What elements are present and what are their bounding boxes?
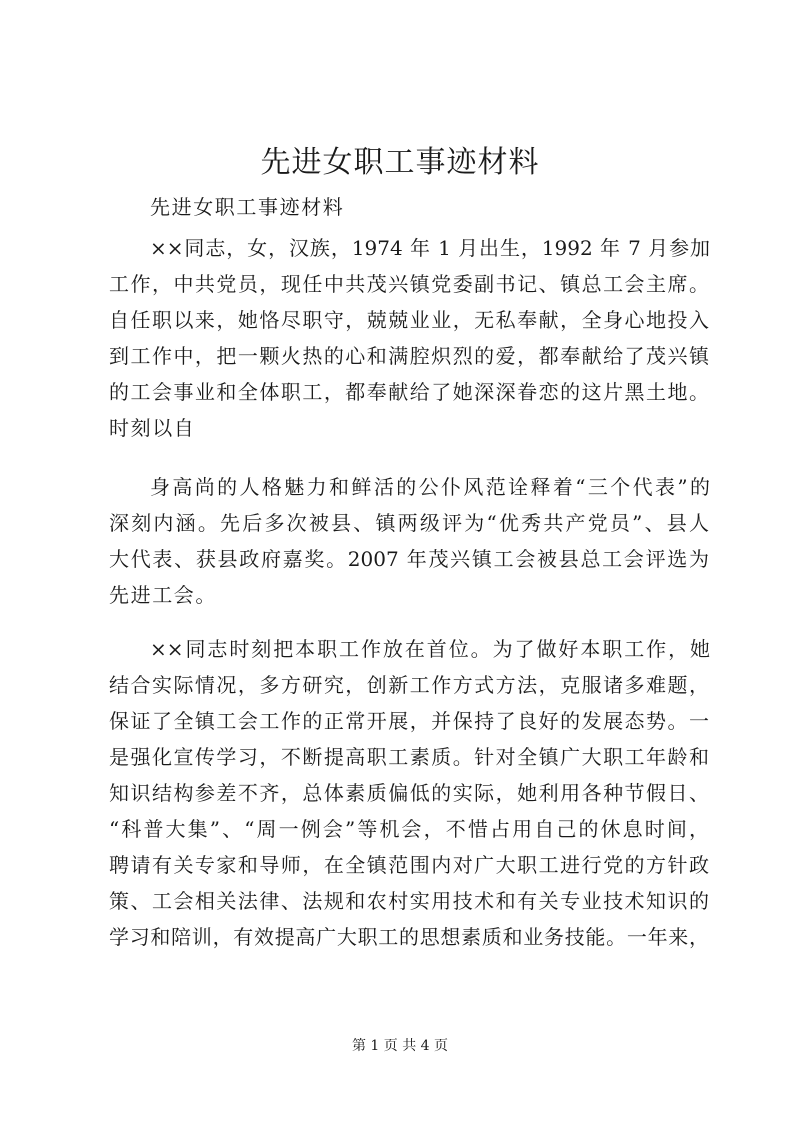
body-line: 结合实际情况，多方研究，创新工作方式方法，克服诸多难题， bbox=[109, 673, 709, 697]
body-line: ××同志，女，汉族，1974 年 1 月出生，1992 年 7 月参加 bbox=[150, 236, 710, 260]
subtitle-line: 先进女职工事迹材料 bbox=[150, 195, 345, 219]
body-line: 保证了全镇工会工作的正常开展，并保持了良好的发展态势。一 bbox=[109, 709, 709, 733]
body-line: 学习和陪训，有效提高广大职工的思想素质和业务技能。一年来， bbox=[109, 925, 709, 949]
page-number-footer: 第 1 页 共 4 页 bbox=[351, 1038, 449, 1054]
body-line: 是强化宣传学习，不断提高职工素质。针对全镇广大职工年龄和 bbox=[109, 745, 709, 769]
body-line: 时刻以自 bbox=[109, 416, 196, 440]
body-line: 大代表、获县政府嘉奖。2007 年茂兴镇工会被县总工会评选为 bbox=[109, 547, 709, 571]
body-line: 深刻内涵。先后多次被县、镇两级评为“优秀共产党员”、县人 bbox=[109, 511, 709, 535]
body-line: 先进工会。 bbox=[109, 583, 217, 607]
body-line: ××同志时刻把本职工作放在首位。为了做好本职工作，她 bbox=[150, 637, 710, 661]
body-line: 工作，中共党员，现任中共茂兴镇党委副书记、镇总工会主席。 bbox=[109, 272, 709, 296]
body-line: 聘请有关专家和导师，在全镇范围内对广大职工进行党的方针政 bbox=[109, 853, 709, 877]
body-line: 知识结构参差不齐，总体素质偏低的实际，她利用各种节假日、 bbox=[109, 781, 709, 805]
body-line: 策、工会相关法律、法规和农村实用技术和有关专业技术知识的 bbox=[109, 889, 709, 913]
document-title: 先进女职工事迹材料 bbox=[260, 145, 540, 180]
body-line: 的工会事业和全体职工，都奉献给了她深深眷恋的这片黑土地。 bbox=[109, 380, 709, 404]
body-line: 到工作中，把一颗火热的心和满腔炽烈的爱，都奉献给了茂兴镇 bbox=[109, 344, 709, 368]
body-line: 身高尚的人格魅力和鲜活的公仆风范诠释着“三个代表”的 bbox=[150, 475, 710, 499]
body-line: “科普大集”、“周一例会”等机会，不惜占用自己的休息时间， bbox=[109, 817, 709, 841]
body-line: 自任职以来，她恪尽职守，兢兢业业，无私奉献，全身心地投入 bbox=[109, 308, 709, 332]
